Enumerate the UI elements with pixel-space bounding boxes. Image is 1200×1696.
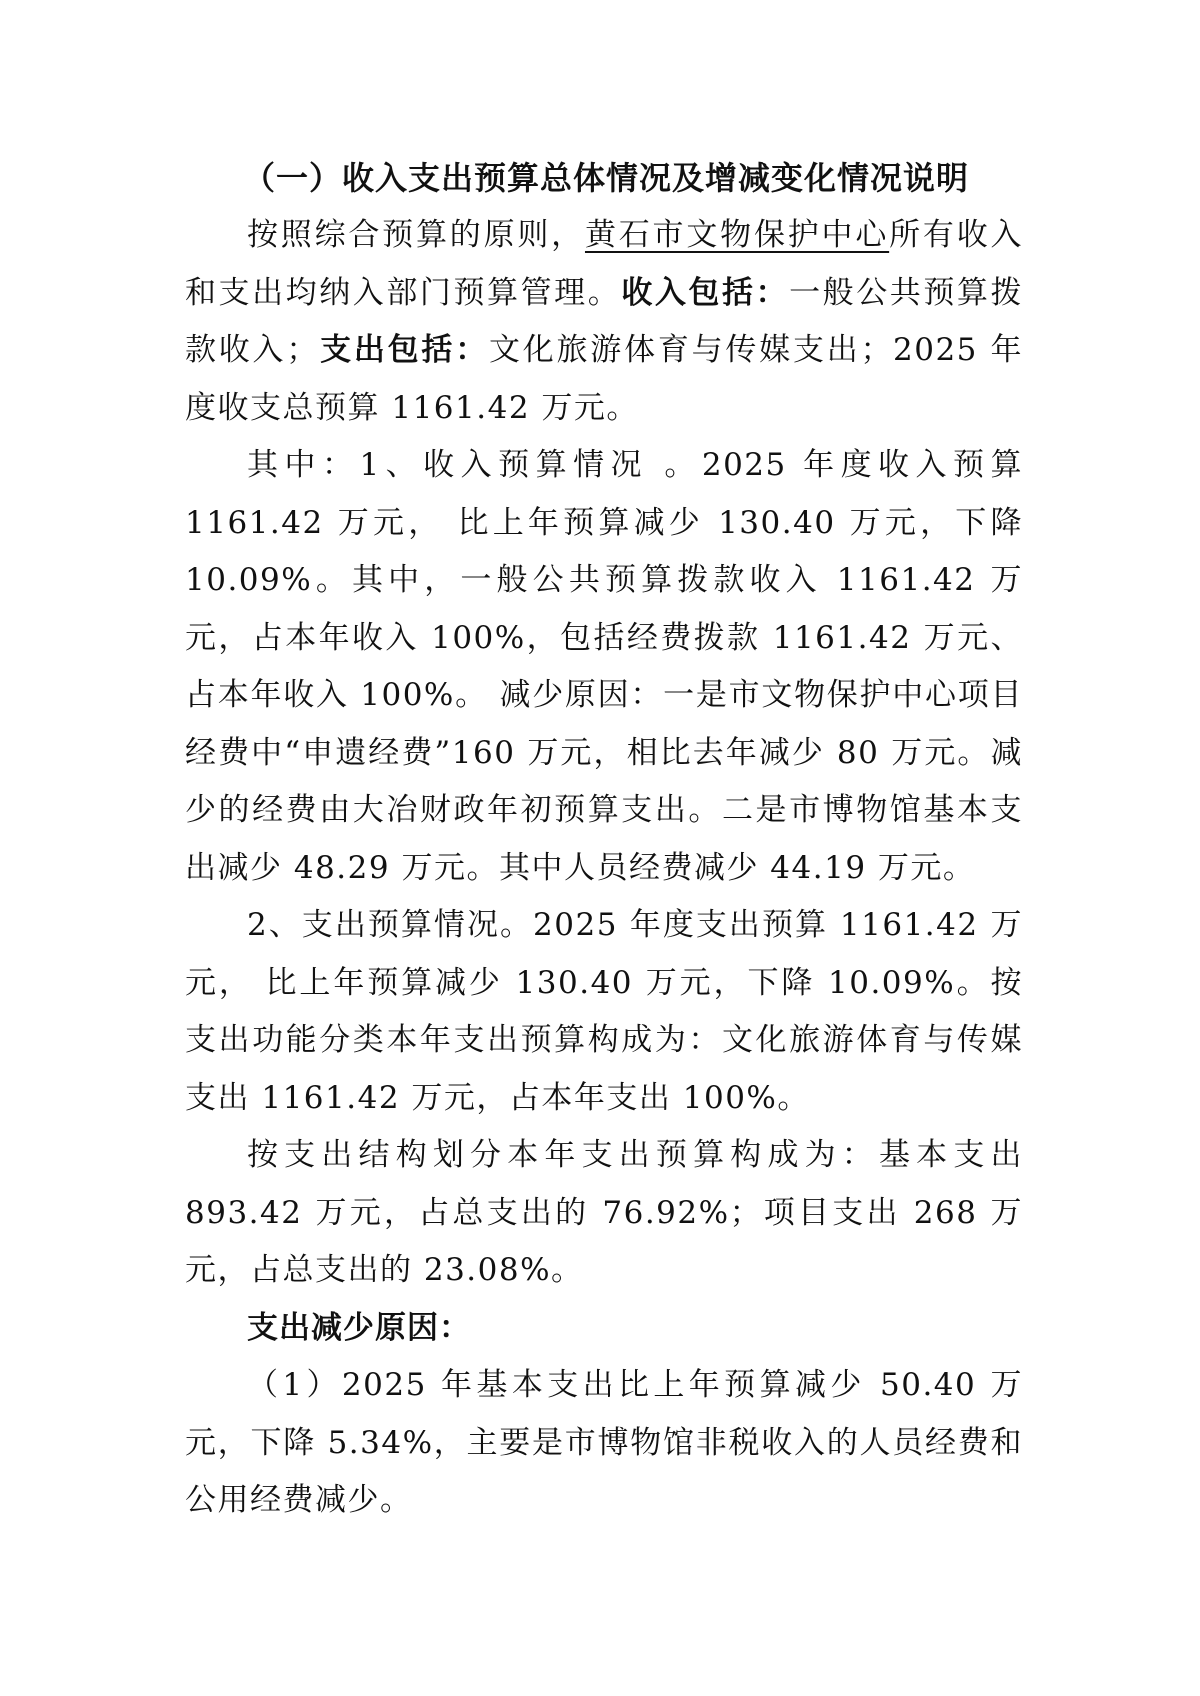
overview-mid: 所有收入和支出均纳入部门预算管理。 — [185, 217, 1024, 311]
paragraph-overview — [185, 207, 1023, 437]
expense-label: 支出包括： — [318, 332, 489, 368]
income-text: 一般公共预算拨款收入； — [185, 274, 1023, 368]
paragraph-income-budget: 其中：1、收入预算情况 。2025 年度收入预算 1161.42 万元， 比上年预算减少 130.40 万元，下降 10.09%。其中，一般公共预算拨款收入 1161.42 万元，占本年收入 100%，包括经费拨款 1161.42 万元、占本年收入 100%。 减少原因：一是市文物保护中心项目经费中“申遗经费”160 万元，相比去年减少 80 万元。减少的经费由大冶财政年初预算支出。二是市博物馆基本支出减少 48.29 万元。其中人员经费减少 44.19 万元。 — [185, 447, 1023, 886]
paragraph-expense-budget: 2、支出预算情况。2025 年度支出预算 1161.42 万元， 比上年预算减少 130.40 万元，下降 10.09%。按支出功能分类本年支出预算构成为：文化旅游体育与传媒支出 1161.42 万元，占本年支出 100%。 — [185, 907, 1023, 1116]
expense-decrease-heading: 支出减少原因： — [247, 1309, 471, 1346]
document-page — [185, 150, 1023, 1530]
section-heading: （一）收入支出预算总体情况及增减变化情况说明 — [243, 159, 970, 197]
overview-prefix: 按照综合预算的原则， — [247, 217, 585, 253]
income-label: 收入包括： — [621, 274, 790, 311]
expense-text: 文化旅游体育与传媒支出；2025 年度收支总预算 1161.42 万元。 — [185, 332, 1024, 426]
paragraph-decrease-reason: （1）2025 年基本支出比上年预算减少 50.40 万元，下降 5.34%，主要是市博物馆非税收入的人员经费和公用经费减少。 — [185, 1367, 1023, 1518]
paragraph-expense-structure: 按支出结构划分本年支出预算构成为：基本支出 893.42 万元，占总支出的 76.92%；项目支出 268 万元，占总支出的 23.08%。 — [185, 1137, 1023, 1288]
organization-name: 黄石市文物保护中心 — [584, 217, 890, 253]
